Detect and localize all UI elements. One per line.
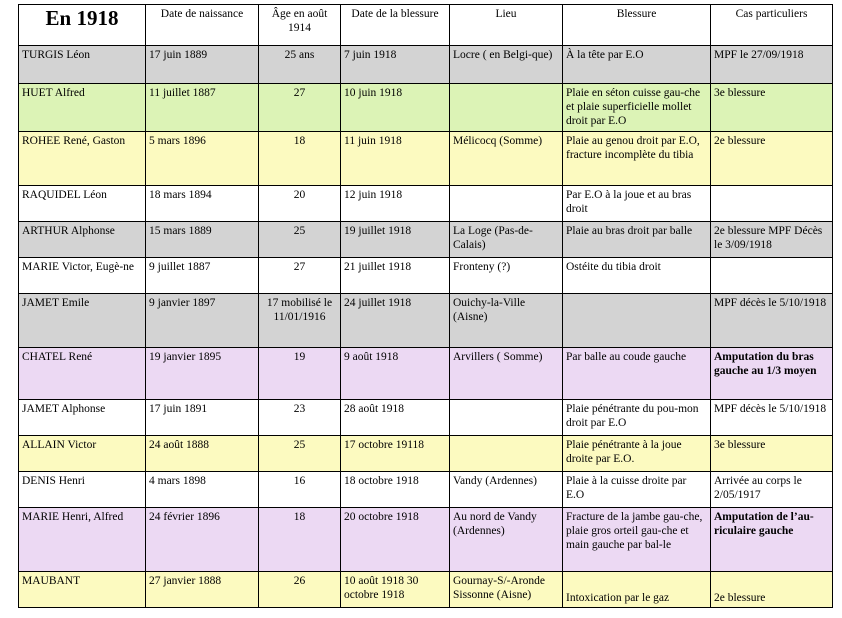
cell-wound: Par E.O à la joue et au bras droit: [563, 186, 711, 222]
cell-age: 18: [259, 508, 341, 572]
cell-notes: [711, 186, 833, 222]
cell-notes: MPF décès le 5/10/1918: [711, 400, 833, 436]
header-notes: Cas particuliers: [711, 5, 833, 46]
cell-wound-date: 11 juin 1918: [341, 132, 450, 186]
cell-place: Ouichy-la-Ville (Aisne): [450, 294, 563, 348]
table-row: [19, 84, 833, 132]
cell-birth: 4 mars 1898: [146, 472, 259, 508]
cell-name: JAMET Alphonse: [19, 400, 146, 436]
cell-name: RAQUIDEL Léon: [19, 186, 146, 222]
cell-name: MARIE Victor, Eugè-ne: [19, 258, 146, 294]
header-place: Lieu: [450, 5, 563, 46]
casualty-table: [18, 4, 833, 608]
cell-age: 25 ans: [259, 46, 341, 84]
table-row: [19, 436, 833, 472]
cell-notes: MPF le 27/09/1918: [711, 46, 833, 84]
cell-birth: 27 janvier 1888: [146, 572, 259, 608]
cell-notes: Arrivée au corps le 2/05/1917: [711, 472, 833, 508]
cell-notes: MPF décès le 5/10/1918: [711, 294, 833, 348]
cell-wound: À la tête par E.O: [563, 46, 711, 84]
cell-place: Au nord de Vandy (Ardennes): [450, 508, 563, 572]
cell-wound-date: 24 juillet 1918: [341, 294, 450, 348]
cell-name: MAUBANT: [19, 572, 146, 608]
cell-wound: Intoxication par le gaz: [563, 572, 711, 608]
cell-wound-date: 7 juin 1918: [341, 46, 450, 84]
cell-age: 18: [259, 132, 341, 186]
cell-birth: 9 janvier 1897: [146, 294, 259, 348]
cell-wound-date: 21 juillet 1918: [341, 258, 450, 294]
cell-wound: Fracture de la jambe gau-che, plaie gros orteil gau-che et main gauche par bal-le: [563, 508, 711, 572]
cell-birth: 5 mars 1896: [146, 132, 259, 186]
cell-notes: [711, 258, 833, 294]
cell-birth: 11 juillet 1887: [146, 84, 259, 132]
table-row: [19, 294, 833, 348]
cell-notes: 3e blessure: [711, 436, 833, 472]
cell-wound: Plaie au bras droit par balle: [563, 222, 711, 258]
cell-place: La Loge (Pas-de-Calais): [450, 222, 563, 258]
table-row: [19, 222, 833, 258]
cell-name: CHATEL René: [19, 348, 146, 400]
cell-wound: Plaie à la cuisse droite par E.O: [563, 472, 711, 508]
cell-notes: 2e blessure: [711, 572, 833, 608]
cell-age: 17 mobilisé le 11/01/1916: [259, 294, 341, 348]
cell-place: [450, 436, 563, 472]
table-row: [19, 400, 833, 436]
table-row: [19, 186, 833, 222]
table-title: En 1918: [19, 5, 146, 46]
header-wound: Blessure: [563, 5, 711, 46]
cell-birth: 15 mars 1889: [146, 222, 259, 258]
cell-wound-date: 19 juillet 1918: [341, 222, 450, 258]
header-birth: Date de naissance: [146, 5, 259, 46]
table-row: [19, 348, 833, 400]
cell-age: 16: [259, 472, 341, 508]
cell-name: ARTHUR Alphonse: [19, 222, 146, 258]
cell-wound-date: 28 août 1918: [341, 400, 450, 436]
cell-wound: Plaie au genou droit par E.O, fracture incomplète du tibia: [563, 132, 711, 186]
cell-place: [450, 84, 563, 132]
cell-age: 25: [259, 222, 341, 258]
cell-birth: 17 juin 1889: [146, 46, 259, 84]
cell-name: JAMET Emile: [19, 294, 146, 348]
cell-age: 20: [259, 186, 341, 222]
cell-age: 23: [259, 400, 341, 436]
cell-age: 25: [259, 436, 341, 472]
cell-notes: 2e blessure MPF Décès le 3/09/1918: [711, 222, 833, 258]
cell-wound-date: 12 juin 1918: [341, 186, 450, 222]
table-row: [19, 258, 833, 294]
table-row: [19, 472, 833, 508]
cell-name: TURGIS Léon: [19, 46, 146, 84]
cell-name: HUET Alfred: [19, 84, 146, 132]
table-row: [19, 572, 833, 608]
cell-birth: 18 mars 1894: [146, 186, 259, 222]
cell-notes: 2e blessure: [711, 132, 833, 186]
cell-wound-date: 9 août 1918: [341, 348, 450, 400]
cell-place: Arvillers ( Somme): [450, 348, 563, 400]
cell-wound-date: 17 octobre 19118: [341, 436, 450, 472]
cell-place: Locre ( en Belgi-que): [450, 46, 563, 84]
cell-place: Fronteny (?): [450, 258, 563, 294]
cell-name: ROHEE René, Gaston: [19, 132, 146, 186]
cell-place: [450, 400, 563, 436]
cell-birth: 9 juillet 1887: [146, 258, 259, 294]
cell-wound-date: 18 octobre 1918: [341, 472, 450, 508]
cell-place: Mélicocq (Somme): [450, 132, 563, 186]
table-row: [19, 508, 833, 572]
cell-name: ALLAIN Victor: [19, 436, 146, 472]
cell-wound-date: 20 octobre 1918: [341, 508, 450, 572]
header-age: Âge en août 1914: [259, 5, 341, 46]
cell-wound-date: 10 août 1918 30 octobre 1918: [341, 572, 450, 608]
cell-birth: 24 février 1896: [146, 508, 259, 572]
header-wound-date: Date de la blessure: [341, 5, 450, 46]
cell-birth: 19 janvier 1895: [146, 348, 259, 400]
cell-name: MARIE Henri, Alfred: [19, 508, 146, 572]
cell-wound: Plaie pénétrante du pou-mon droit par E.O: [563, 400, 711, 436]
cell-wound: Plaie pénétrante à la joue droite par E.O.: [563, 436, 711, 472]
cell-age: 27: [259, 258, 341, 294]
cell-place: Vandy (Ardennes): [450, 472, 563, 508]
table-row: [19, 132, 833, 186]
cell-wound-date: 10 juin 1918: [341, 84, 450, 132]
cell-wound: [563, 294, 711, 348]
cell-age: 27: [259, 84, 341, 132]
cell-birth: 24 août 1888: [146, 436, 259, 472]
cell-wound: Par balle au coude gauche: [563, 348, 711, 400]
cell-notes: 3e blessure: [711, 84, 833, 132]
header-row: [19, 5, 833, 46]
cell-place: [450, 186, 563, 222]
cell-wound: Plaie en séton cuisse gau-che et plaie superficielle mollet droit par E.O: [563, 84, 711, 132]
cell-wound: Ostéite du tibia droit: [563, 258, 711, 294]
cell-age: 19: [259, 348, 341, 400]
cell-age: 26: [259, 572, 341, 608]
table-row: [19, 46, 833, 84]
cell-birth: 17 juin 1891: [146, 400, 259, 436]
cell-notes: Amputation du bras gauche au 1/3 moyen: [711, 348, 833, 400]
cell-notes: Amputation de l’au-riculaire gauche: [711, 508, 833, 572]
cell-place: Gournay-S/-Aronde Sissonne (Aisne): [450, 572, 563, 608]
cell-name: DENIS Henri: [19, 472, 146, 508]
